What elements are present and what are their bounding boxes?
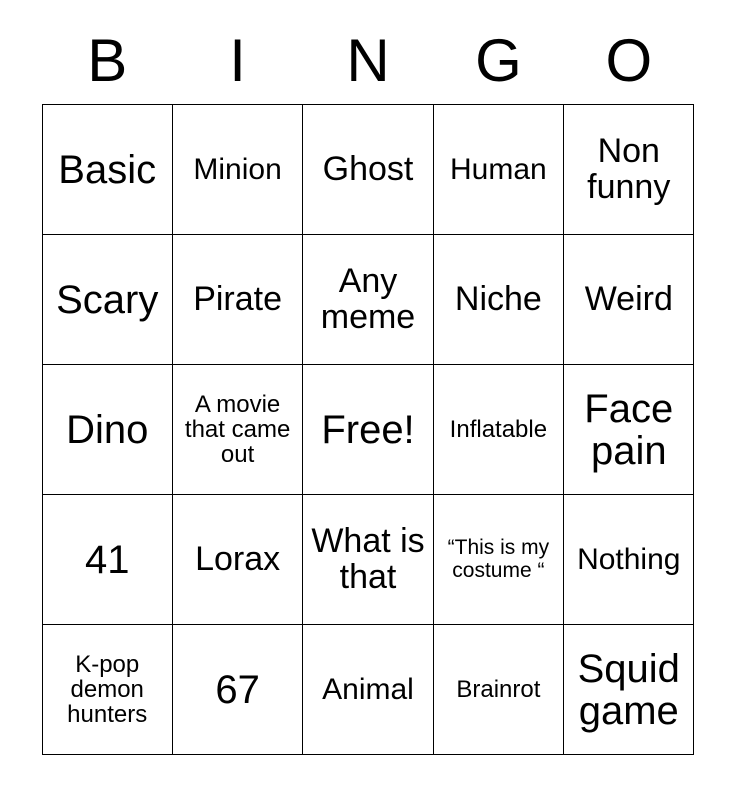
bingo-cell[interactable]: Minion xyxy=(172,105,302,235)
bingo-header-letter-n: N xyxy=(346,27,390,94)
bingo-cell[interactable]: Dino xyxy=(42,365,172,495)
bingo-cell[interactable]: Inflatable xyxy=(433,365,563,495)
bingo-cell[interactable]: Any meme xyxy=(303,235,433,365)
bingo-header xyxy=(42,0,694,96)
bingo-cell[interactable]: Human xyxy=(433,105,563,235)
bingo-cell[interactable]: Animal xyxy=(303,625,433,755)
bingo-cell-free[interactable]: Free! xyxy=(303,365,433,495)
bingo-row xyxy=(42,365,694,495)
bingo-header-letter-b: B xyxy=(87,27,128,94)
bingo-row xyxy=(42,105,694,235)
bingo-row xyxy=(42,495,694,625)
bingo-row xyxy=(42,235,694,365)
bingo-cell[interactable]: Face pain xyxy=(564,365,694,495)
bingo-row xyxy=(42,625,694,755)
bingo-cell[interactable]: Basic xyxy=(42,105,172,235)
bingo-header-letter-g: G xyxy=(475,27,522,94)
bingo-cell[interactable]: Pirate xyxy=(172,235,302,365)
bingo-cell[interactable]: A movie that came out xyxy=(172,365,302,495)
bingo-cell[interactable]: Brainrot xyxy=(433,625,563,755)
bingo-cell[interactable]: Lorax xyxy=(172,495,302,625)
bingo-cell[interactable]: Ghost xyxy=(303,105,433,235)
bingo-cell[interactable]: Scary xyxy=(42,235,172,365)
bingo-cell[interactable]: Non funny xyxy=(564,105,694,235)
bingo-cell[interactable]: 67 xyxy=(172,625,302,755)
bingo-cell[interactable]: What is that xyxy=(303,495,433,625)
bingo-header-letter-o: O xyxy=(605,27,653,94)
bingo-header-letter-i: I xyxy=(229,27,246,94)
bingo-cell[interactable]: Weird xyxy=(564,235,694,365)
bingo-cell[interactable]: Nothing xyxy=(564,495,694,625)
bingo-cell[interactable]: Squid game xyxy=(564,625,694,755)
bingo-cell[interactable]: K-pop demon hunters xyxy=(42,625,172,755)
bingo-cell[interactable]: “This is my costume “ xyxy=(433,495,563,625)
bingo-cell[interactable]: 41 xyxy=(42,495,172,625)
bingo-grid xyxy=(42,104,695,755)
bingo-cell[interactable]: Niche xyxy=(433,235,563,365)
